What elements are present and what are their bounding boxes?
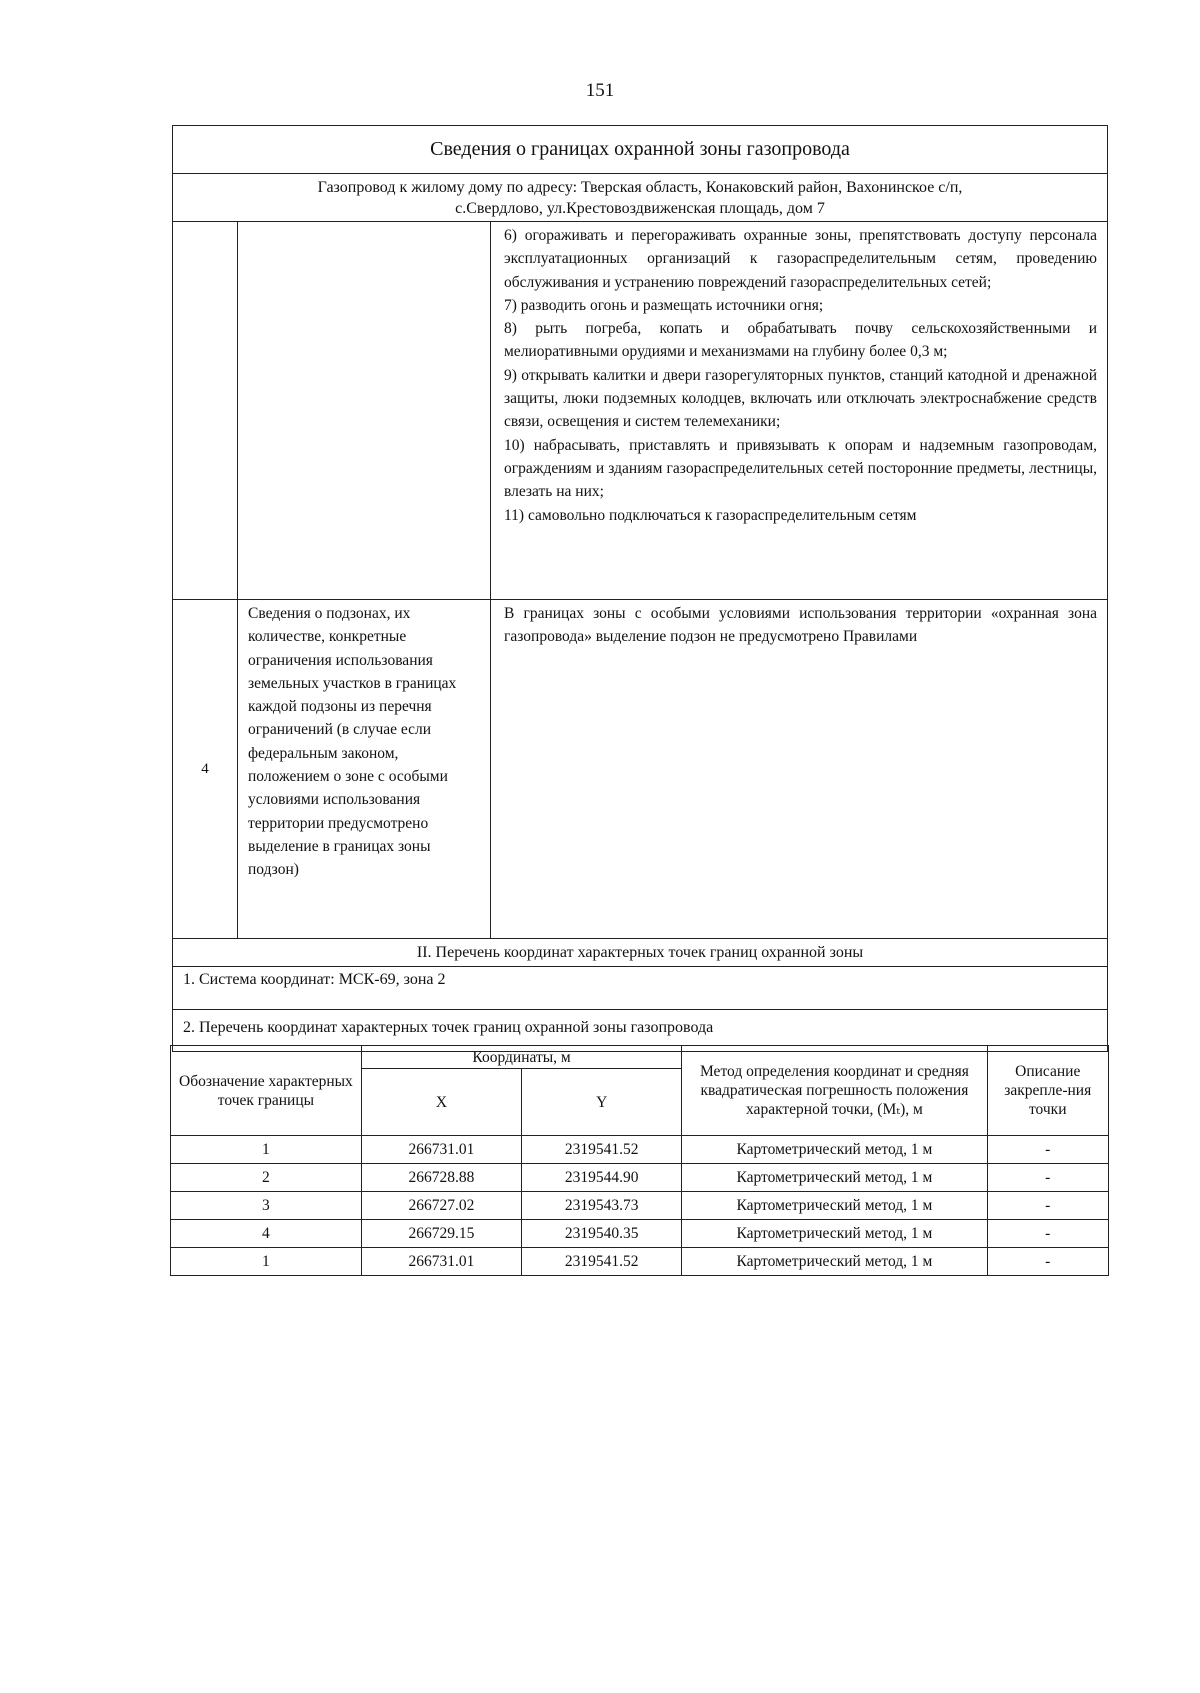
cell-description: -	[987, 1248, 1109, 1276]
cell-y: 2319541.52	[522, 1248, 682, 1276]
cell-point: 4	[171, 1220, 362, 1248]
restrictions-row-number	[173, 222, 238, 599]
restriction-item: 10) набрасывать, приставлять и привязывать к опорам и надземным газопроводам, ограждениям и зданиям газораспределительных сетей посторонние предметы, лестницы, влезать на них;	[504, 436, 1097, 501]
restriction-item: 6) огораживать и перегораживать охранные зоны, препятствовать доступу персонала эксплуатационных организаций к газораспределительным сетям, проведению обслуживания и устранению повреждений газораспределительных сетей;	[504, 227, 1097, 291]
cell-method: Картометрический метод, 1 м	[682, 1136, 987, 1164]
restriction-item: 8) рыть погреба, копать и обрабатывать почву сельскохозяйственными и мелиоративными орудиями и механизмами на глубину более 0,3 м;	[504, 320, 1097, 361]
header-method: Метод определения координат и средняя квадратическая погрешность положения характерной точки, (Mₜ), м	[682, 1046, 987, 1136]
cell-method: Картометрический метод, 1 м	[682, 1220, 987, 1248]
table-row	[171, 1192, 1109, 1220]
cell-method: Картометрический метод, 1 м	[682, 1192, 987, 1220]
cell-y: 2319541.52	[522, 1136, 682, 1164]
cell-description: -	[987, 1220, 1109, 1248]
table-row	[171, 1248, 1109, 1276]
header-y: Y	[522, 1069, 682, 1136]
header-coords: Координаты, м	[361, 1046, 681, 1069]
subzones-value: В границах зоны с особыми условиями использования территории «охранная зона газопровода» выделение подзон не предусмотрено Правилами	[504, 605, 1097, 646]
restriction-item: 9) открывать калитки и двери газорегуляторных пунктов, станций катодной и дренажной защиты, люки подземных колодцев, включать или отключать электроснабжение средств связи, освещения и систем телемеханики;	[504, 366, 1097, 431]
points-list-title: 2. Перечень координат характерных точек границ охранной зоны газопровода	[183, 1019, 714, 1036]
cell-point: 2	[171, 1164, 362, 1192]
subtitle-line-1: Газопровод к жилому дому по адресу: Тверская область, Конаковский район, Вахонинское с/п,	[317, 179, 963, 196]
cell-description: -	[987, 1164, 1109, 1192]
header-x: X	[361, 1069, 521, 1136]
cell-y: 2319540.35	[522, 1220, 682, 1248]
cell-x: 266729.15	[361, 1220, 521, 1248]
cell-x: 266727.02	[361, 1192, 521, 1220]
cell-method: Картометрический метод, 1 м	[682, 1248, 987, 1276]
document-title: Сведения о границах охранной зоны газопровода	[173, 126, 1107, 174]
cell-method: Картометрический метод, 1 м	[682, 1164, 987, 1192]
section-2-title: II. Перечень координат характерных точек границ охранной зоны	[173, 939, 1107, 967]
restrictions-row-label	[238, 222, 491, 599]
cell-x: 266731.01	[361, 1248, 521, 1276]
zone-info-table	[172, 125, 1108, 1052]
subzones-label: Сведения о подзонах, их количестве, конкретные ограничения использования земельных участков в границах каждой подзоны из перечня ограничений (в случае если федеральным законом, положением о зоне с особыми условиями использования территории предусмотрено выделение в границах зоны подзон)	[238, 600, 491, 938]
restriction-item: 7) разводить огонь и размещать источники огня;	[504, 296, 824, 314]
cell-description: -	[987, 1192, 1109, 1220]
cell-y: 2319544.90	[522, 1164, 682, 1192]
table-row	[171, 1220, 1109, 1248]
restrictions-row	[173, 222, 1107, 600]
header-description: Описание закрепле-ния точки	[987, 1046, 1109, 1136]
cell-point: 1	[171, 1136, 362, 1164]
table-row	[171, 1136, 1109, 1164]
subzones-row-number: 4	[173, 600, 238, 938]
coordinates-table	[170, 1045, 1109, 1276]
restrictions-list	[491, 222, 1107, 599]
table-row	[171, 1164, 1109, 1192]
subtitle-line-2: с.Свердлово, ул.Крестовоздвиженская площадь, дом 7	[455, 200, 825, 217]
cell-x: 266731.01	[361, 1136, 521, 1164]
header-point: Обозначение характерных точек границы	[171, 1046, 362, 1136]
cell-description: -	[987, 1136, 1109, 1164]
cell-y: 2319543.73	[522, 1192, 682, 1220]
cell-point: 1	[171, 1248, 362, 1276]
cell-x: 266728.88	[361, 1164, 521, 1192]
page-number: 151	[585, 80, 615, 101]
document-subtitle	[173, 174, 1107, 222]
coordinate-system: 1. Система координат: МСК-69, зона 2	[173, 967, 1107, 1010]
cell-point: 3	[171, 1192, 362, 1220]
restriction-item: 11) самовольно подключаться к газораспределительным сетям	[504, 506, 917, 524]
subzones-row	[173, 600, 1107, 939]
